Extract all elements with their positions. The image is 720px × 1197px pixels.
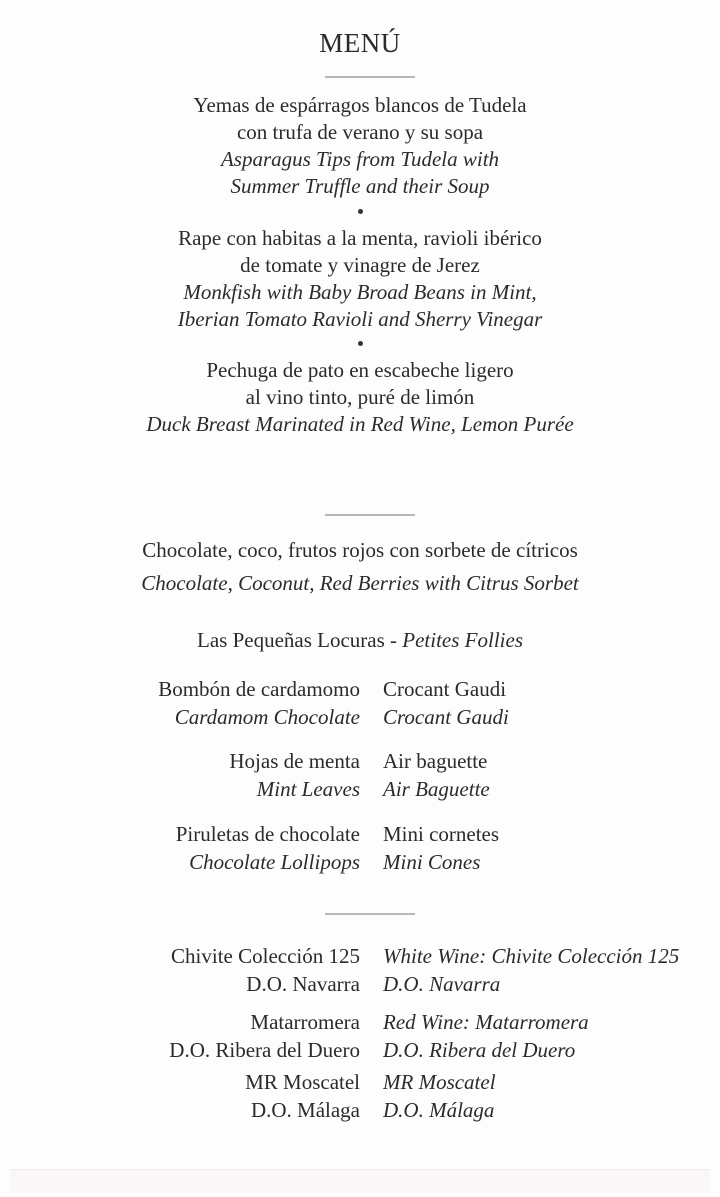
wine-do-en: D.O. Ribera del Duero bbox=[383, 1038, 576, 1062]
divider bbox=[325, 514, 415, 516]
course-1-en-line-2: Summer Truffle and their Soup bbox=[230, 174, 490, 198]
item-en: Chocolate Lollipops bbox=[189, 850, 360, 874]
bullet-dot bbox=[358, 209, 363, 214]
item-es: Piruletas de chocolate bbox=[175, 822, 360, 846]
course-2-es-line-1: Rape con habitas a la menta, ravioli ibérico bbox=[178, 226, 542, 250]
wine-name-en: White Wine: Chivite Colección 125 bbox=[383, 944, 680, 968]
dessert-en: Chocolate, Coconut, Red Berries with Citrus Sorbet bbox=[141, 571, 579, 595]
petites-heading bbox=[0, 627, 720, 654]
course-2-es-line-2: de tomate y vinagre de Jerez bbox=[240, 253, 480, 277]
wine-name: MR Moscatel bbox=[245, 1070, 360, 1094]
item-en: Air Baguette bbox=[383, 777, 490, 801]
item-es: Air baguette bbox=[383, 749, 488, 773]
item-en: Mint Leaves bbox=[256, 777, 360, 801]
course-2 bbox=[0, 225, 720, 333]
wine-name: Matarromera bbox=[250, 1010, 360, 1034]
wine-name-en: MR Moscatel bbox=[383, 1070, 496, 1094]
item-en: Crocant Gaudi bbox=[383, 705, 509, 729]
course-3-es-line-1: Pechuga de pato en escabeche ligero bbox=[206, 358, 514, 382]
page-bottom-edge bbox=[10, 1169, 710, 1192]
item-es: Crocant Gaudi bbox=[383, 677, 507, 701]
petites-es: Las Pequeñas Locuras - bbox=[197, 628, 403, 652]
course-3 bbox=[0, 357, 720, 438]
item-es: Bombón de cardamomo bbox=[158, 677, 360, 701]
wine-do-en: D.O. Málaga bbox=[383, 1098, 495, 1122]
course-2-en-line-1: Monkfish with Baby Broad Beans in Mint, bbox=[183, 280, 537, 304]
dessert-es: Chocolate, coco, frutos rojos con sorbete de cítricos bbox=[142, 538, 578, 562]
item-es: Hojas de menta bbox=[229, 749, 360, 773]
item-es: Mini cornetes bbox=[383, 822, 500, 846]
wine-name-en: Red Wine: Matarromera bbox=[383, 1010, 589, 1034]
petites-en: Petites Follies bbox=[402, 628, 523, 652]
divider bbox=[325, 913, 415, 915]
course-1 bbox=[0, 92, 720, 200]
course-3-en-line-1: Duck Breast Marinated in Red Wine, Lemon Purée bbox=[146, 412, 574, 436]
wine-do: D.O. Navarra bbox=[246, 972, 360, 996]
wine-do: D.O. Málaga bbox=[250, 1098, 360, 1122]
menu-title: MENÚ bbox=[319, 28, 401, 58]
course-2-en-line-2: Iberian Tomato Ravioli and Sherry Vinegar bbox=[177, 307, 543, 331]
item-en: Mini Cones bbox=[383, 850, 481, 874]
dessert bbox=[0, 537, 720, 597]
wine-do-en: D.O. Navarra bbox=[383, 972, 501, 996]
course-1-es-line-1: Yemas de espárragos blancos de Tudela bbox=[193, 93, 527, 117]
course-3-es-line-2: al vino tinto, puré de limón bbox=[245, 385, 475, 409]
wine-name: Chivite Colección 125 bbox=[171, 944, 360, 968]
item-en: Cardamom Chocolate bbox=[174, 705, 360, 729]
divider bbox=[325, 76, 415, 78]
course-1-en-line-1: Asparagus Tips from Tudela with bbox=[220, 147, 500, 171]
bullet-dot bbox=[358, 341, 363, 346]
wine-do: D.O. Ribera del Duero bbox=[169, 1038, 360, 1062]
course-1-es-line-2: con trufa de verano y su sopa bbox=[236, 120, 484, 144]
